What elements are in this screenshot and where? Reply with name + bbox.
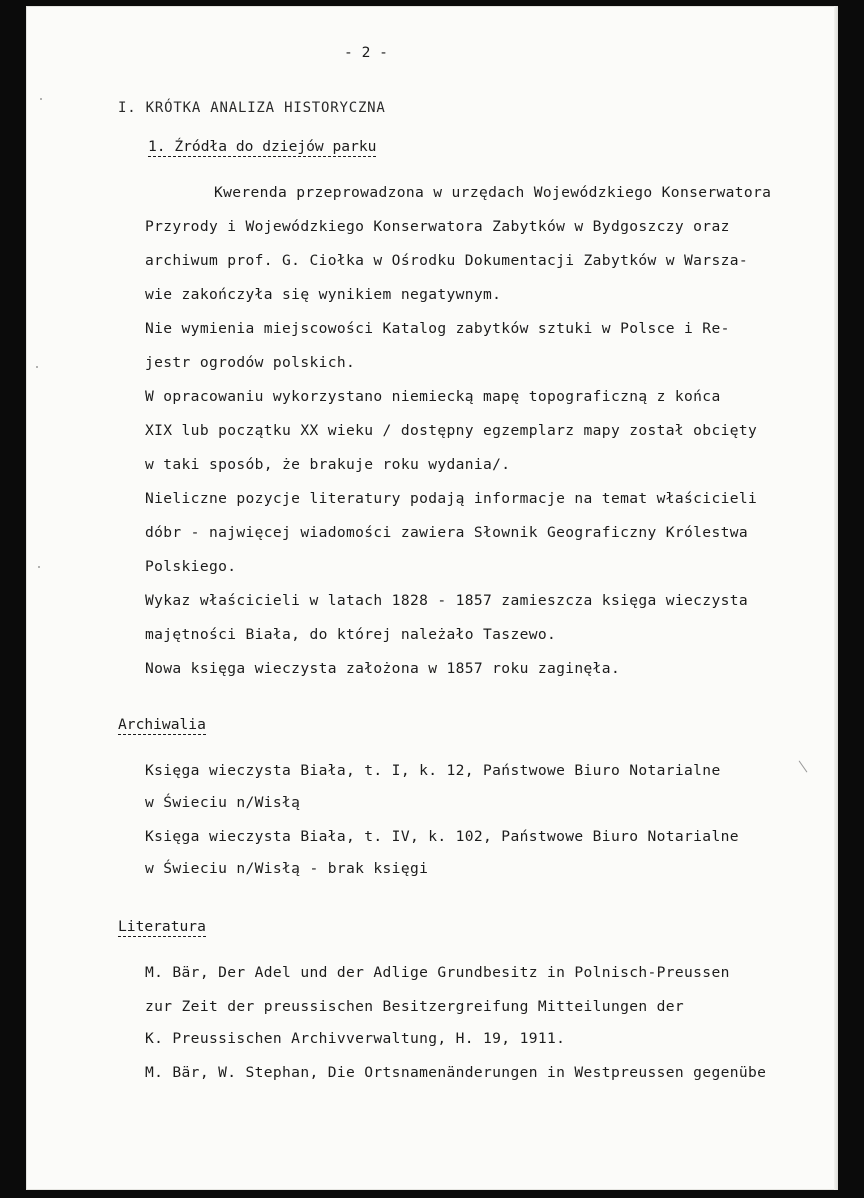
body-line: jestr ogrodów polskich. — [145, 354, 356, 371]
paper-speck — [38, 566, 40, 568]
body-line: Przyrody i Wojewódzkiego Konserwatora Zabytków w Bydgoszczy oraz — [145, 218, 730, 235]
body-line: Wykaz właścicieli w latach 1828 - 1857 zamieszcza księga wieczysta — [145, 592, 748, 609]
body-line: XIX lub początku XX wieku / dostępny egzemplarz mapy został obcięty — [145, 422, 758, 439]
body-line: W opracowaniu wykorzystano niemiecką mapę topograficzną z końca — [145, 388, 721, 405]
paper-speck — [36, 366, 38, 368]
body-line: Polskiego. — [145, 558, 237, 575]
body-line: Kwerenda przeprowadzona w urzędach Wojewódzkiego Konserwatora — [214, 184, 772, 201]
subsection-heading: 1. Źródła do dziejów parku — [148, 138, 377, 155]
page-number: - 2 - — [344, 44, 388, 61]
body-line: dóbr - najwięcej wiadomości zawiera Słownik Geograficzny Królestwa — [145, 524, 748, 541]
body-line: Nowa księga wieczysta założona w 1857 roku zaginęła. — [145, 660, 621, 677]
archiwalia-heading: Archiwalia — [118, 716, 206, 733]
body-line: wie zakończyła się wynikiem negatywnym. — [145, 286, 502, 303]
archive-entry-line: Księga wieczysta Biała, t. I, k. 12, Państwowe Biuro Notarialne — [145, 762, 721, 779]
literature-entry-line: M. Bär, W. Stephan, Die Ortsnamenänderungen in Westpreussen gegenübe — [145, 1064, 767, 1081]
archive-entry-line: w Świeciu n/Wisłą — [145, 794, 301, 811]
archive-entry-line: w Świeciu n/Wisłą - brak księgi — [145, 860, 429, 877]
body-line: Nieliczne pozycje literatury podają informacje na temat właścicieli — [145, 490, 758, 507]
literature-entry-line: zur Zeit der preussischen Besitzergreifung Mitteilungen der — [145, 998, 685, 1015]
paper-speck — [40, 98, 42, 100]
body-line: archiwum prof. G. Ciołka w Ośrodku Dokumentacji Zabytków w Warsza- — [145, 252, 748, 269]
paper-mark — [799, 760, 808, 772]
body-line: w taki sposób, że brakuje roku wydania/. — [145, 456, 511, 473]
literatura-heading: Literatura — [118, 918, 206, 935]
literature-entry-line: K. Preussischen Archivverwaltung, H. 19, 1911. — [145, 1030, 566, 1047]
body-line: Nie wymienia miejscowości Katalog zabytków sztuki w Polsce i Re- — [145, 320, 730, 337]
literature-entry-line: M. Bär, Der Adel und der Adlige Grundbesitz in Polnisch-Preussen — [145, 964, 730, 981]
body-line: majętności Biała, do której należało Taszewo. — [145, 626, 557, 643]
archive-entry-line: Księga wieczysta Biała, t. IV, k. 102, Państwowe Biuro Notarialne — [145, 828, 739, 845]
section-heading: I. KRÓTKA ANALIZA HISTORYCZNA — [118, 100, 386, 116]
